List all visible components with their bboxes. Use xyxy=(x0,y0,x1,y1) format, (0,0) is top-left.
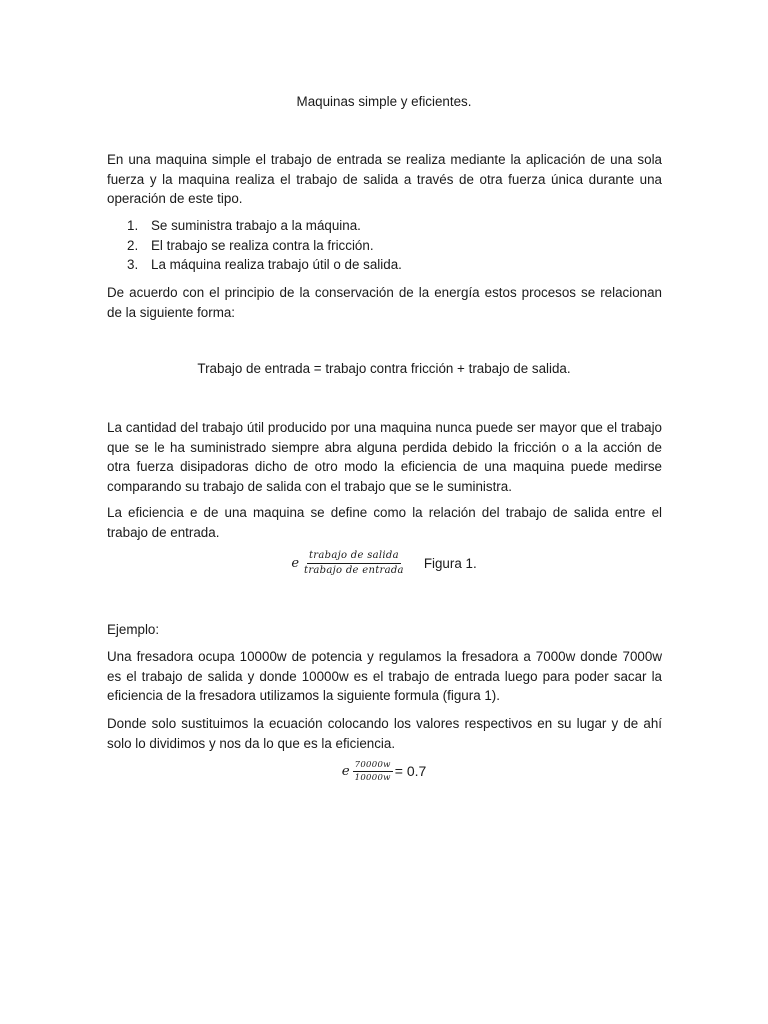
formula-denominator: 10000w xyxy=(354,773,391,783)
example-formula xyxy=(0,760,768,783)
efficiency-formula xyxy=(0,550,768,577)
substitution-paragraph: Donde solo sustituimos la ecuación colocando los valores respectivos en su lugar y de ahí solo lo dividimos y nos da lo que es la eficiencia. xyxy=(107,716,662,751)
formula-fraction xyxy=(302,550,406,577)
steps-list xyxy=(107,216,662,275)
list-item-text: El trabajo se realiza contra la fricción. xyxy=(151,237,374,253)
list-item-text: La máquina realiza trabajo útil o de salida. xyxy=(151,257,402,272)
figure-label: Figura 1. xyxy=(423,555,477,571)
page-title: Maquinas simple y eficientes. xyxy=(296,94,472,109)
formula-result: = 0.7 xyxy=(394,762,427,779)
example-heading: Ejemplo: xyxy=(107,622,160,637)
useful-work-paragraph: La cantidad del trabajo útil producido por una maquina nunca puede ser mayor que el trabajo que se le ha suministrado siempre abra alguna perdida debido la fricción o a la acción de otra fuerza disipadoras dicho de otro modo la eficiencia de una maquina puede medirse comparando su trabajo de salida con el trabajo que se le suministra. xyxy=(107,420,662,494)
energy-equation: Trabajo de entrada = trabajo contra fricción + trabajo de salida. xyxy=(197,361,571,376)
conservation-paragraph: De acuerdo con el principio de la conservación de la energía estos procesos se relacionan de la siguiente forma: xyxy=(107,285,662,320)
formula-numerator: 70000w xyxy=(354,760,391,770)
formula-variable: e xyxy=(341,764,350,780)
list-item-number: 3. xyxy=(127,257,139,272)
list-item xyxy=(107,236,662,256)
list-item xyxy=(107,255,662,275)
formula-numerator: trabajo de salida xyxy=(307,550,401,564)
example-paragraph: Una fresadora ocupa 10000w de potencia y regulamos la fresadora a 7000w donde 7000w es el trabajo de salida y donde 10000w es el trabajo de entrada luego para poder sacar la eficiencia de la fresadora utilizamos la siguiente formula (figura 1). xyxy=(107,649,662,703)
list-item xyxy=(107,216,662,236)
formula-variable: e xyxy=(291,556,300,572)
formula-denominator: trabajo de entrada xyxy=(304,565,404,576)
list-item-text: Se suministra trabajo a la máquina. xyxy=(151,218,361,233)
intro-paragraph: En una maquina simple el trabajo de entrada se realiza mediante la aplicación de una sola fuerza y la maquina realiza el trabajo de salida a través de otra fuerza única durante una operación de este tipo. xyxy=(107,152,662,206)
formula-fraction xyxy=(353,760,393,783)
list-item-number: 1. xyxy=(127,218,139,233)
efficiency-definition-paragraph: La eficiencia e de una maquina se define como la relación del trabajo de salida entre el trabajo de entrada. xyxy=(107,505,662,540)
list-item-number: 2. xyxy=(127,237,139,253)
